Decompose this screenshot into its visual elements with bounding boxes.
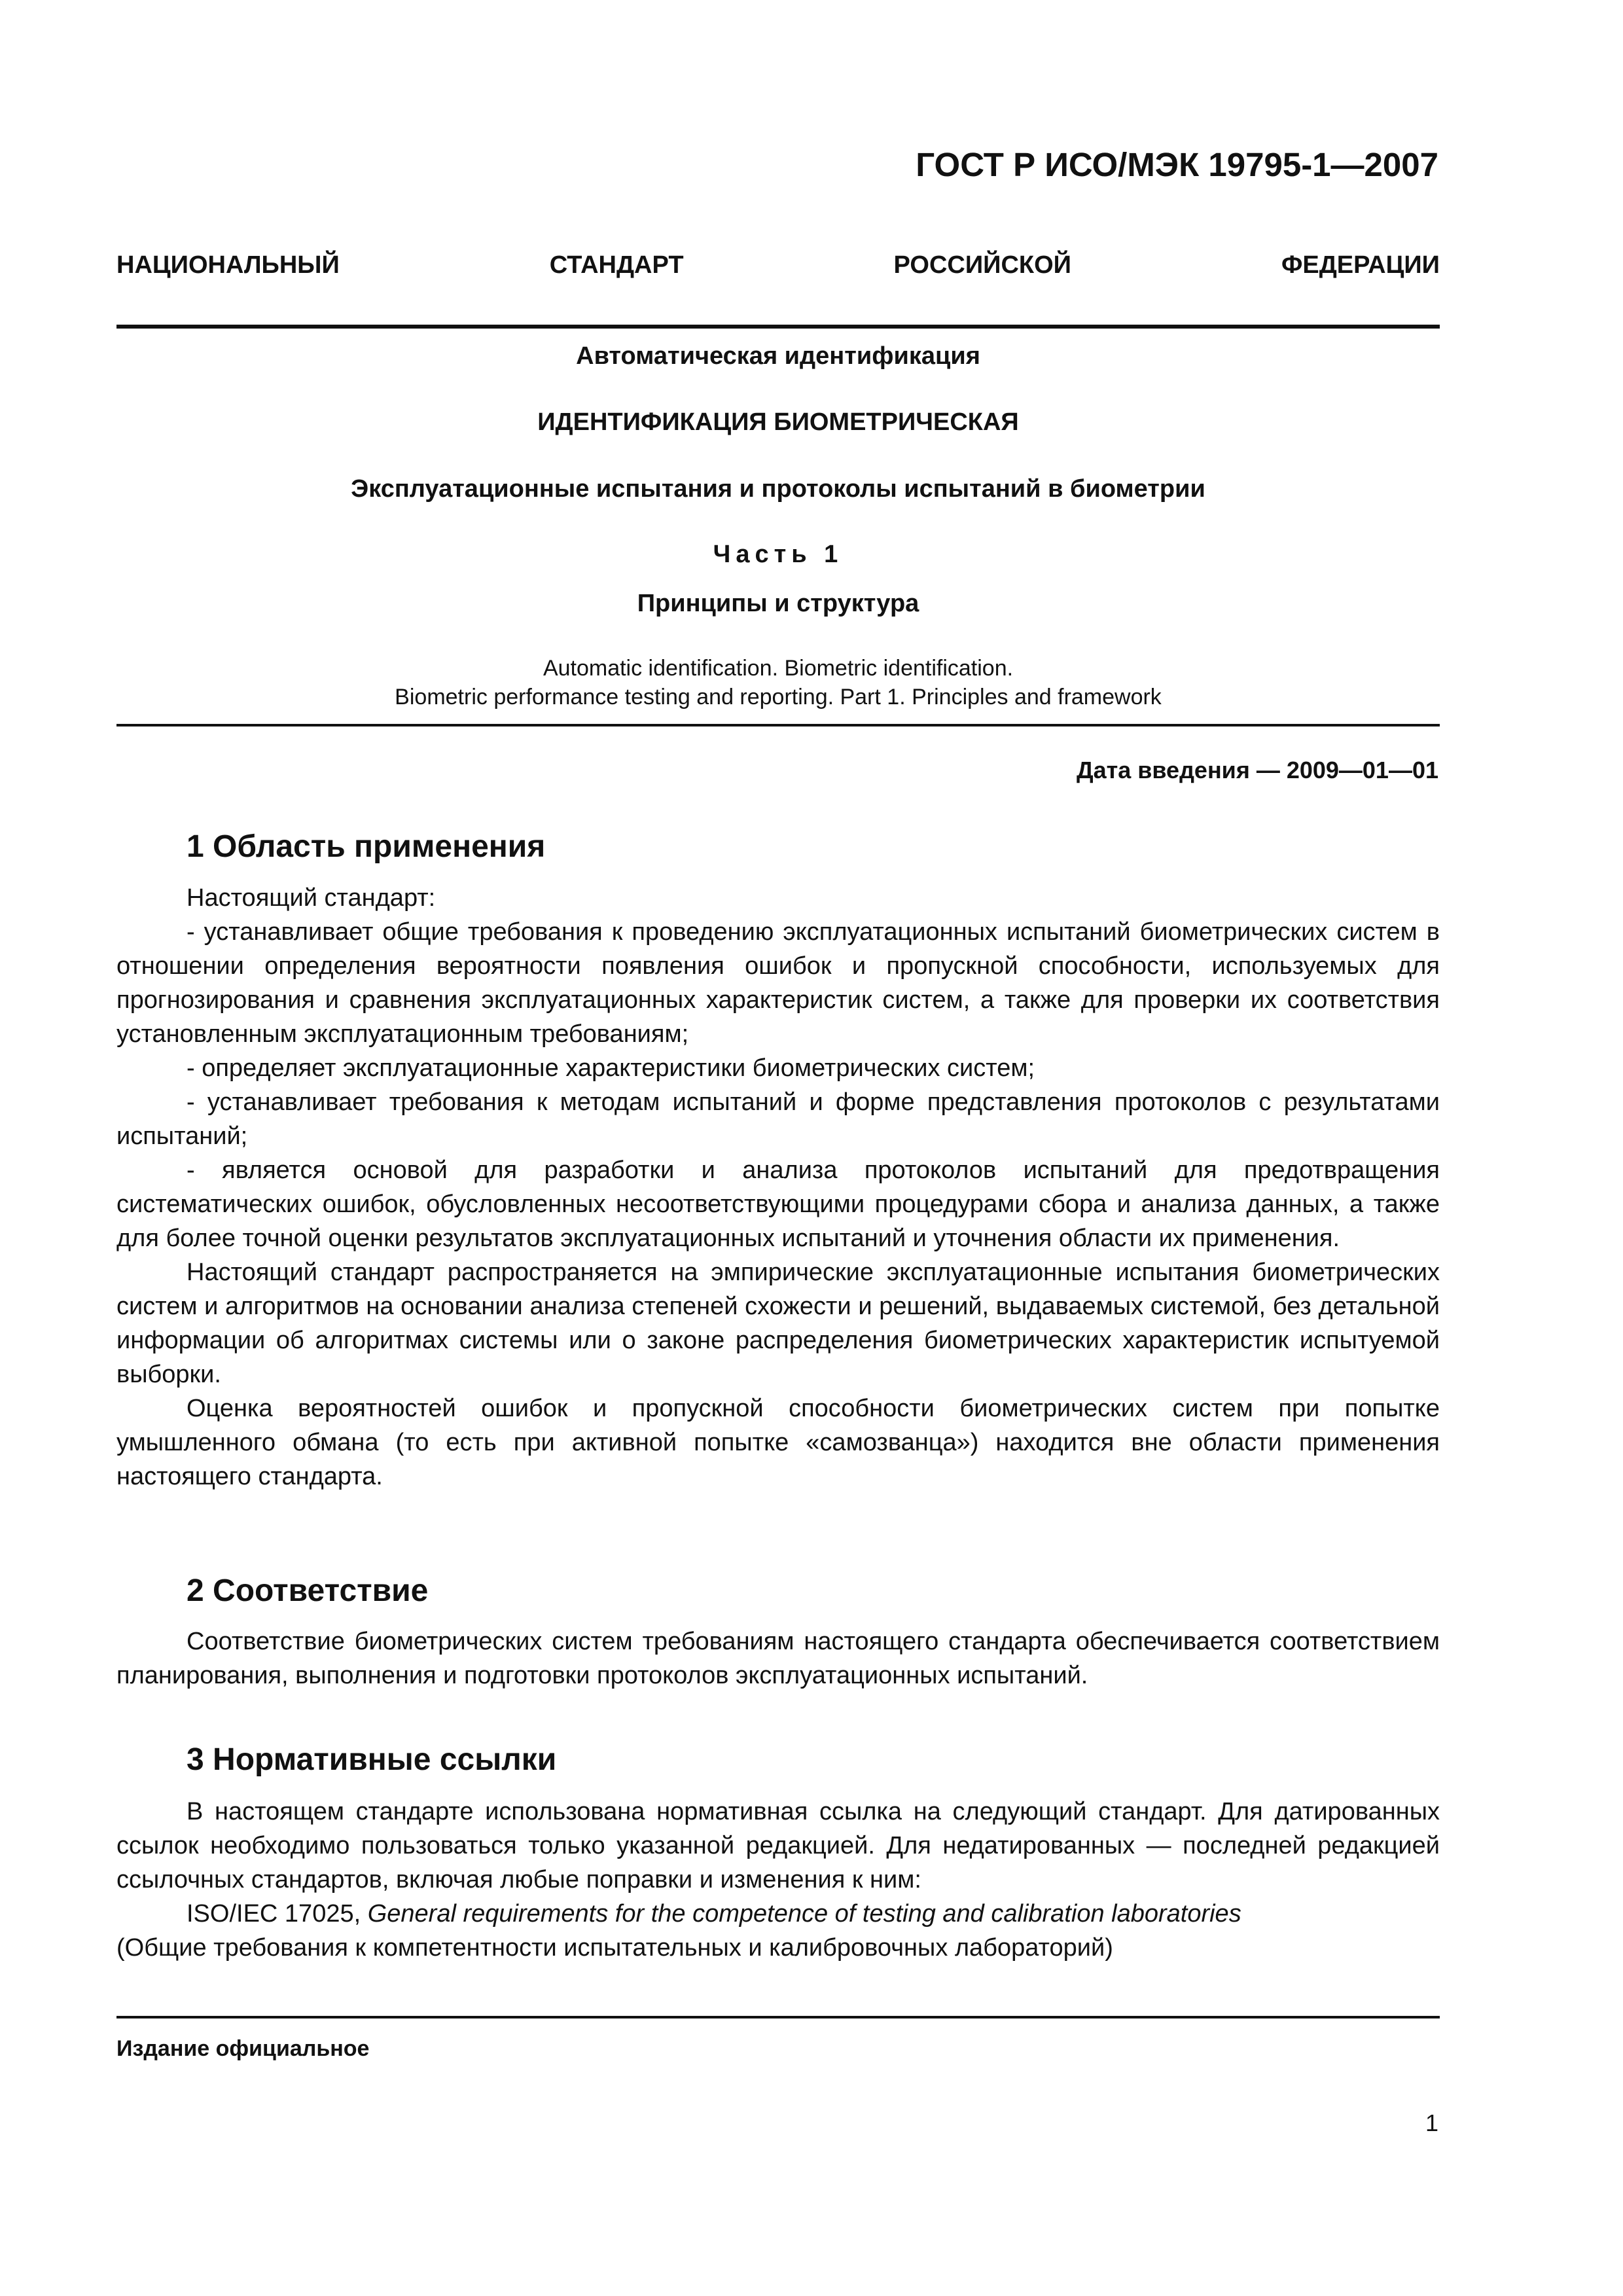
section-2-heading: 2 Соответствие [187,1573,429,1608]
english-title-line-1: Automatic identification. Biometric identification. [543,656,1014,681]
national-standard-line [116,251,1440,279]
paragraph: - является основой для разработки и анализа протоколов испытаний для предотвращения систематических ошибок, обусловленных несоответствующими процедурами сбора и анализа данных, а также для более точной оценки результатов эксплуатационных испытаний и уточнения области их применения. [116,1157,1440,1252]
title-line-1: Автоматическая идентификация [576,342,980,370]
page-number: 1 [1425,2109,1438,2136]
document-number: ГОСТ Р ИСО/МЭК 19795-1—2007 [916,146,1438,183]
part-label: Часть 1 [713,541,844,568]
national-word: ФЕДЕРАЦИИ [1281,251,1440,279]
introduction-date: Дата введения — 2009—01—01 [1076,757,1438,783]
title-divider [116,724,1440,726]
section-3-heading: 3 Нормативные ссылки [187,1742,557,1777]
paragraph: Настоящий стандарт: [187,884,436,912]
section-1-body [116,881,1440,1494]
edition-label: Издание официальное [116,2036,370,2061]
section-2-body [116,1624,1440,1693]
paragraph: Соответствие биометрических систем требованиям настоящего стандарта обеспечивается соответствием планирования, выполнения и подготовки протоколов эксплуатационных испытаний. [116,1628,1440,1689]
national-word: СТАНДАРТ [549,251,684,279]
part-title: Принципы и структура [637,590,919,617]
top-divider [116,325,1440,329]
national-word: НАЦИОНАЛЬНЫЙ [116,251,340,279]
section-3-body [116,1795,1440,1965]
paragraph: - определяет эксплуатационные характеристики биометрических систем; [187,1054,1035,1082]
section-1-heading: 1 Область применения [187,829,546,864]
title-line-2: ИДЕНТИФИКАЦИЯ БИОМЕТРИЧЕСКАЯ [537,408,1019,436]
reference-title: General requirements for the competence of testing and calibration laboratories [367,1900,1241,1928]
paragraph: Оценка вероятностей ошибок и пропускной способности биометрических систем при попытке умышленного обмана (то есть при активной попытке «самозванца») находится вне области применения настоящего стандарта. [116,1395,1440,1490]
paragraph: В настоящем стандарте использована нормативная ссылка на следующий стандарт. Для датированных ссылок необходимо пользоваться только указанной редакцией. Для недатированных — последней редакцией ссылочных стандартов, включая любые поправки и изменения к ним: [116,1798,1440,1893]
paragraph: - устанавливает требования к методам испытаний и форме представления протоколов с результатами испытаний; [116,1088,1440,1150]
reference-translation: (Общие требования к компетентности испытательных и калибровочных лабораторий) [116,1934,1113,1962]
footer-divider [116,2016,1440,2018]
reference-code: ISO/IEC 17025, [187,1900,361,1928]
title-line-3: Эксплуатационные испытания и протоколы испытаний в биометрии [351,475,1205,503]
paragraph: - устанавливает общие требования к проведению эксплуатационных испытаний биометрических систем в отношении определения вероятности появления ошибок и пропускной способности, используемых для прогнозирования и сравнения эксплуатационных характеристик систем, а также для проверки их соответствия установленным эксплуатационным требованиям; [116,918,1440,1048]
paragraph: Настоящий стандарт распространяется на эмпирические эксплуатационные испытания биометрических систем и алгоритмов на основании анализа степеней схожести и решений, выдаваемых системой, без детальной информации об алгоритмах системы или о законе распределения биометрических характеристик испытуемой выборки. [116,1259,1440,1388]
national-word: РОССИЙСКОЙ [893,251,1071,279]
reference-entry [116,1897,1440,1931]
english-title-line-2: Biometric performance testing and reporting. Part 1. Principles and framework [395,685,1162,709]
